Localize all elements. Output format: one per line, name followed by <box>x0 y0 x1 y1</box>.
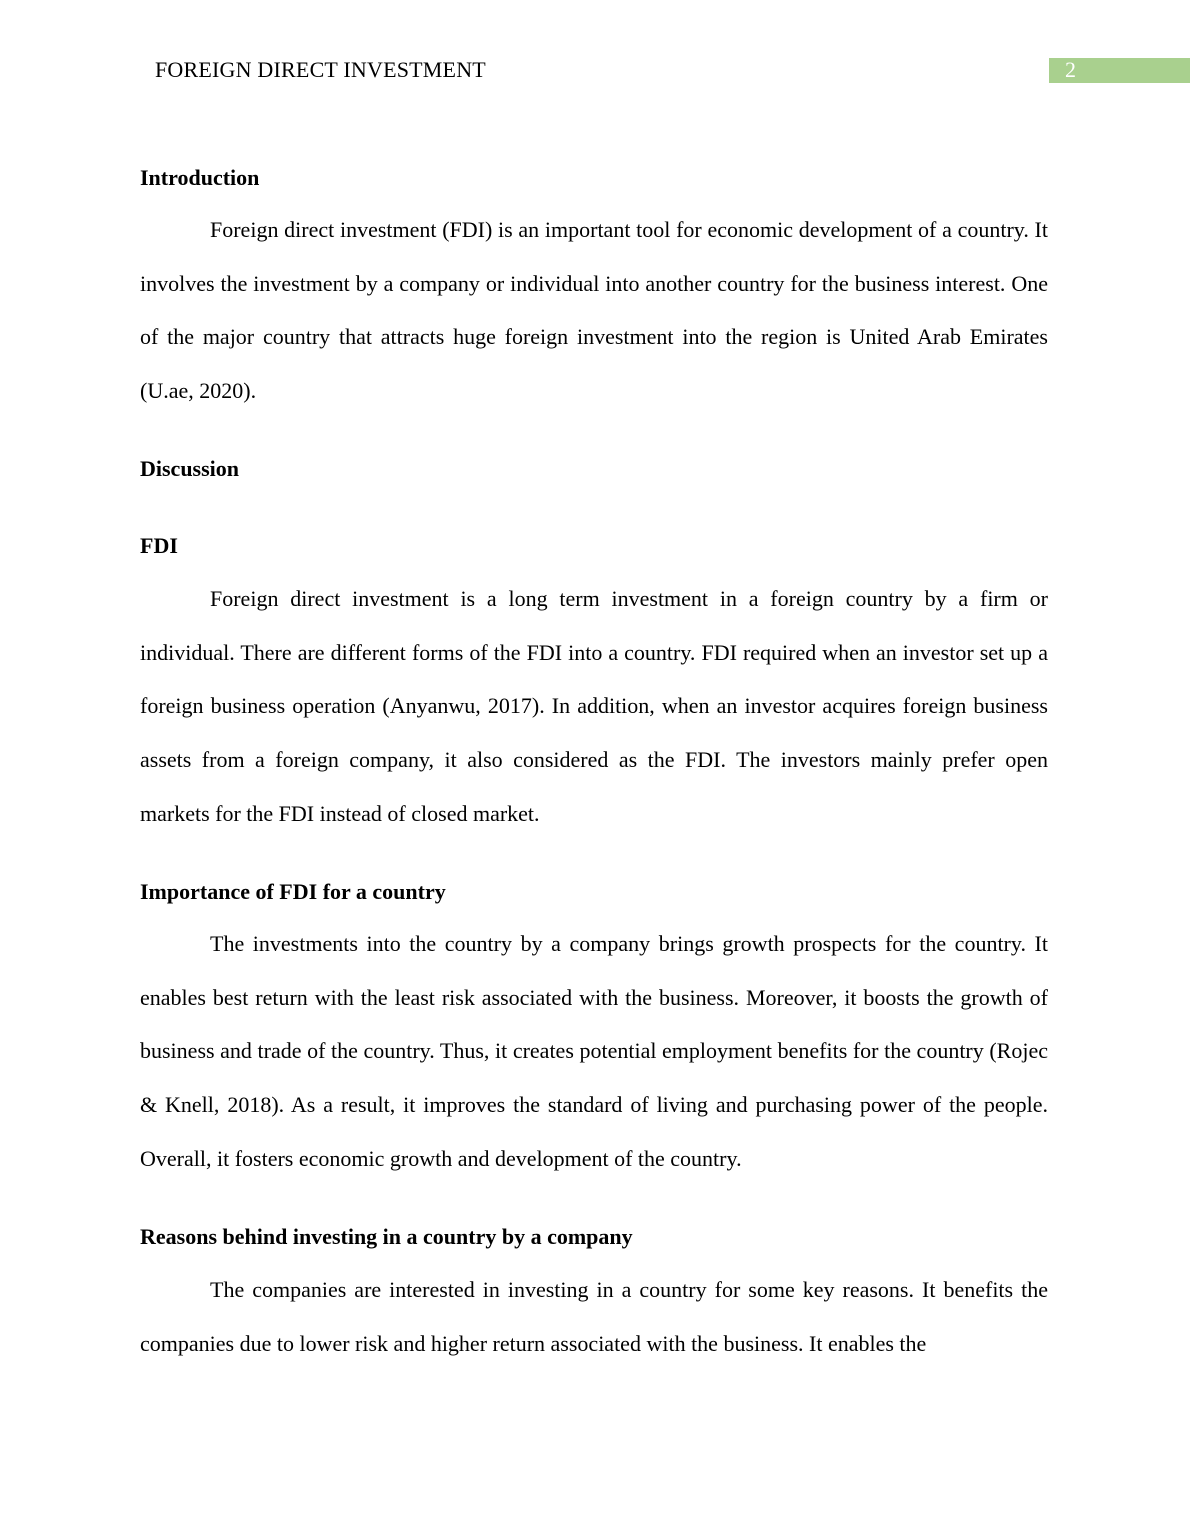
page-number-box <box>1049 58 1190 83</box>
paragraph-reasons: The companies are interested in investing in a country for some key reasons. It benefits the companies due to lower risk and higher return associated with the business. It enables the <box>140 1277 1048 1356</box>
header-title: FOREIGN DIRECT INVESTMENT <box>155 57 486 82</box>
paragraph-introduction: Foreign direct investment (FDI) is an important tool for economic development of a country. It involves the investment by a company or individual into another country for the business interest. One of the major country that attracts huge foreign investment into the region is United Arab Emirates (U.ae, 2020). <box>140 217 1048 404</box>
heading-fdi: FDI <box>140 533 178 558</box>
paragraph-importance: The investments into the country by a company brings growth prospects for the country. It enables best return with the least risk associated with the business. Moreover, it boosts the growth of business and trade of the country. Thus, it creates potential employment benefits for the country (Rojec & Knell, 2018). As a result, it improves the standard of living and purchasing power of the people. Overall, it fosters economic growth and development of the country. <box>140 931 1048 1171</box>
paragraph-fdi: Foreign direct investment is a long term investment in a foreign country by a firm or individual. There are different forms of the FDI into a country. FDI required when an investor set up a foreign business operation (Anyanwu, 2017). In addition, when an investor acquires foreign business assets from a foreign company, it also considered as the FDI. The investors mainly prefer open markets for the FDI instead of closed market. <box>140 586 1048 826</box>
heading-importance: Importance of FDI for a country <box>140 879 446 904</box>
heading-reasons: Reasons behind investing in a country by a company <box>140 1224 633 1249</box>
heading-introduction: Introduction <box>140 165 260 190</box>
page-number: 2 <box>1065 57 1076 82</box>
heading-discussion: Discussion <box>140 456 240 481</box>
